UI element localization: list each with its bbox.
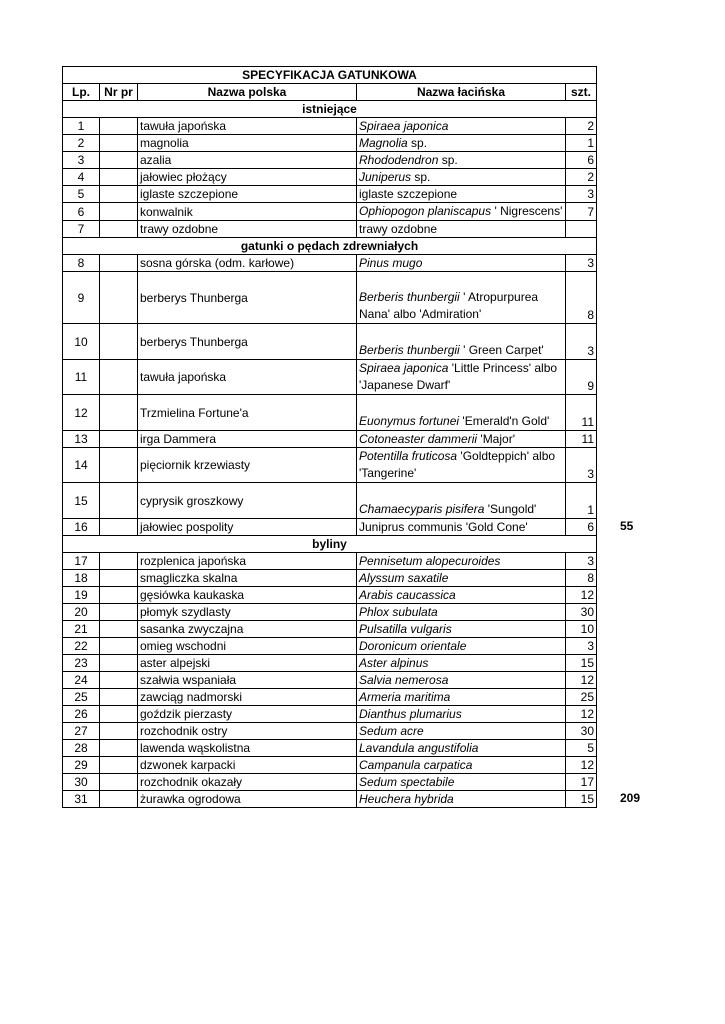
- cell-qty: 3: [566, 553, 597, 570]
- species-table: [62, 66, 597, 808]
- latin-cultivar: trawy ozdobne: [359, 222, 438, 236]
- cell-qty: 25: [566, 689, 597, 706]
- cell-latin-name: [357, 360, 566, 395]
- section-row: [63, 238, 597, 255]
- cell-latin-name: [357, 255, 566, 272]
- cell-lp: 4: [63, 169, 100, 186]
- latin-cultivar: ' Atropurpurea Nana' albo 'Admiration': [359, 290, 539, 321]
- cell-polish-name: sosna górska (odm. karłowe): [138, 255, 357, 272]
- section-label: byliny: [63, 536, 597, 553]
- cell-polish-name: konwalnik: [138, 203, 357, 221]
- cell-latin-name: [357, 118, 566, 135]
- cell-latin-name: [357, 395, 566, 431]
- table-title: SPECYFIKACJA GATUNKOWA: [63, 67, 597, 84]
- cell-nr: [100, 395, 138, 431]
- cell-latin-name: [357, 553, 566, 570]
- table-row: [63, 324, 597, 360]
- table-row: [63, 655, 597, 672]
- table-row: [63, 723, 597, 740]
- cell-nr: [100, 757, 138, 774]
- cell-qty: 3: [566, 448, 597, 483]
- cell-lp: 22: [63, 638, 100, 655]
- cell-qty: 1: [566, 135, 597, 152]
- table-row: [63, 272, 597, 324]
- cell-polish-name: jałowiec pospolity: [138, 519, 357, 536]
- cell-qty: 6: [566, 152, 597, 169]
- cell-latin-name: [357, 570, 566, 587]
- latin-genus-species: Pennisetum alopecuroides: [359, 554, 501, 568]
- cell-nr: [100, 221, 138, 238]
- header-polish-name: Nazwa polska: [138, 84, 357, 101]
- latin-genus-species: Euonymus fortunei: [359, 414, 460, 428]
- latin-genus-species: Dianthus plumarius: [359, 707, 462, 721]
- cell-lp: 5: [63, 186, 100, 203]
- cell-latin-name: [357, 672, 566, 689]
- cell-lp: 25: [63, 689, 100, 706]
- table-row: [63, 706, 597, 723]
- cell-nr: [100, 135, 138, 152]
- cell-latin-name: [357, 203, 566, 221]
- cell-qty: 17: [566, 774, 597, 791]
- cell-lp: 24: [63, 672, 100, 689]
- latin-genus-species: Spiraea japonica: [359, 119, 449, 133]
- cell-latin-name: [357, 483, 566, 519]
- cell-lp: 6: [63, 203, 100, 221]
- cell-nr: [100, 431, 138, 448]
- cell-qty: 2: [566, 118, 597, 135]
- latin-cultivar: ' Green Carpet': [459, 343, 544, 357]
- cell-nr: [100, 519, 138, 536]
- cell-latin-name: [357, 221, 566, 238]
- latin-genus-species: Berberis thunbergii: [359, 343, 460, 357]
- cell-polish-name: smagliczka skalna: [138, 570, 357, 587]
- cell-latin-name: [357, 791, 566, 808]
- latin-genus-species: Phlox subulata: [359, 605, 438, 619]
- cell-latin-name: [357, 587, 566, 604]
- cell-nr: [100, 774, 138, 791]
- cell-polish-name: iglaste szczepione: [138, 186, 357, 203]
- cell-lp: 14: [63, 448, 100, 483]
- cell-nr: [100, 448, 138, 483]
- cell-polish-name: berberys Thunberga: [138, 272, 357, 324]
- table-row: [63, 152, 597, 169]
- latin-cultivar: 'Emerald'n Gold': [459, 414, 550, 428]
- cell-nr: [100, 169, 138, 186]
- latin-genus-species: Campanula carpatica: [359, 758, 473, 772]
- cell-lp: 26: [63, 706, 100, 723]
- table-row: [63, 570, 597, 587]
- cell-lp: 2: [63, 135, 100, 152]
- cell-qty: 6: [566, 519, 597, 536]
- table-row: [63, 672, 597, 689]
- cell-lp: 20: [63, 604, 100, 621]
- latin-cultivar: iglaste szczepione: [359, 187, 458, 201]
- table-row: [63, 221, 597, 238]
- cell-nr: [100, 587, 138, 604]
- cell-qty: 5: [566, 740, 597, 757]
- cell-qty: 1: [566, 483, 597, 519]
- section-label: istniejące: [63, 101, 597, 118]
- cell-polish-name: dzwonek karpacki: [138, 757, 357, 774]
- cell-polish-name: trawy ozdobne: [138, 221, 357, 238]
- table-row: [63, 135, 597, 152]
- cell-latin-name: [357, 706, 566, 723]
- header-latin-name: Nazwa łacińska: [357, 84, 566, 101]
- cell-lp: 23: [63, 655, 100, 672]
- cell-lp: 13: [63, 431, 100, 448]
- table-row: [63, 587, 597, 604]
- latin-cultivar: 'Goldteppich' albo 'Tangerine': [359, 449, 556, 480]
- cell-lp: 31: [63, 791, 100, 808]
- cell-qty: 3: [566, 186, 597, 203]
- cell-nr: [100, 689, 138, 706]
- table-title-row: [63, 67, 597, 84]
- cell-lp: 8: [63, 255, 100, 272]
- cell-nr: [100, 553, 138, 570]
- cell-polish-name: rozchodnik okazały: [138, 774, 357, 791]
- cell-qty: 12: [566, 587, 597, 604]
- latin-genus-species: Arabis caucassica: [359, 588, 456, 602]
- cell-latin-name: [357, 448, 566, 483]
- latin-genus-species: Sedum acre: [359, 724, 424, 738]
- cell-latin-name: [357, 638, 566, 655]
- table-row: [63, 448, 597, 483]
- latin-cultivar: sp.: [411, 170, 431, 184]
- latin-genus-species: Pinus mugo: [359, 256, 423, 270]
- latin-cultivar: 'Major': [477, 432, 515, 446]
- cell-latin-name: [357, 621, 566, 638]
- latin-genus-species: Rhododendron: [359, 153, 439, 167]
- cell-lp: 7: [63, 221, 100, 238]
- cell-qty: 12: [566, 706, 597, 723]
- cell-polish-name: tawuła japońska: [138, 360, 357, 395]
- cell-qty: 3: [566, 324, 597, 360]
- cell-nr: [100, 186, 138, 203]
- cell-latin-name: [357, 135, 566, 152]
- cell-polish-name: żurawka ogrodowa: [138, 791, 357, 808]
- latin-genus-species: Pulsatilla vulgaris: [359, 622, 452, 636]
- cell-latin-name: [357, 774, 566, 791]
- cell-lp: 16: [63, 519, 100, 536]
- cell-latin-name: [357, 272, 566, 324]
- cell-polish-name: berberys Thunberga: [138, 324, 357, 360]
- latin-cultivar: ' Nigrescens': [491, 204, 563, 218]
- cell-qty: 12: [566, 757, 597, 774]
- latin-genus-species: Salvia nemerosa: [359, 673, 449, 687]
- cell-latin-name: [357, 655, 566, 672]
- cell-polish-name: gęsiówka kaukaska: [138, 587, 357, 604]
- latin-genus-species: Heuchera hybrida: [359, 792, 454, 806]
- cell-polish-name: jałowiec płożący: [138, 169, 357, 186]
- cell-latin-name: [357, 169, 566, 186]
- cell-qty: 15: [566, 655, 597, 672]
- cell-qty: 11: [566, 431, 597, 448]
- cell-qty: 2: [566, 169, 597, 186]
- table-row: [63, 553, 597, 570]
- latin-cultivar: 'Little Princess' albo 'Japanese Dwarf': [359, 361, 558, 392]
- cell-qty: 15: [566, 791, 597, 808]
- cell-nr: [100, 272, 138, 324]
- cell-qty: 30: [566, 604, 597, 621]
- latin-genus-species: Chamaecyparis pisifera: [359, 502, 485, 516]
- table-row: [63, 774, 597, 791]
- cell-nr: [100, 118, 138, 135]
- section-row: [63, 101, 597, 118]
- latin-genus-species: Sedum spectabile: [359, 775, 455, 789]
- latin-genus-species: Cotoneaster dammerii: [359, 432, 478, 446]
- cell-qty: 8: [566, 272, 597, 324]
- section-total: 55: [620, 519, 634, 533]
- cell-lp: 21: [63, 621, 100, 638]
- cell-polish-name: szałwia wspaniała: [138, 672, 357, 689]
- cell-polish-name: sasanka zwyczajna: [138, 621, 357, 638]
- table-header-row: [63, 84, 597, 101]
- cell-lp: 30: [63, 774, 100, 791]
- cell-latin-name: [357, 431, 566, 448]
- cell-polish-name: tawuła japońska: [138, 118, 357, 135]
- cell-nr: [100, 203, 138, 221]
- cell-lp: 28: [63, 740, 100, 757]
- cell-nr: [100, 360, 138, 395]
- latin-genus-species: Berberis thunbergii: [359, 290, 460, 304]
- cell-lp: 1: [63, 118, 100, 135]
- section-label: gatunki o pędach zdrewniałych: [63, 238, 597, 255]
- cell-polish-name: azalia: [138, 152, 357, 169]
- table-row: [63, 186, 597, 203]
- cell-qty: 30: [566, 723, 597, 740]
- cell-polish-name: magnolia: [138, 135, 357, 152]
- header-nr: Nr pr: [100, 84, 138, 101]
- cell-latin-name: [357, 689, 566, 706]
- latin-genus-species: Lavandula angustifolia: [359, 741, 479, 755]
- table-row: [63, 118, 597, 135]
- cell-polish-name: cyprysik groszkowy: [138, 483, 357, 519]
- table-row: [63, 360, 597, 395]
- table-row: [63, 638, 597, 655]
- cell-nr: [100, 655, 138, 672]
- section-total: 209: [620, 791, 641, 805]
- cell-nr: [100, 621, 138, 638]
- cell-nr: [100, 604, 138, 621]
- cell-nr: [100, 723, 138, 740]
- cell-latin-name: [357, 519, 566, 536]
- header-qty: szt.: [566, 84, 597, 101]
- cell-qty: 3: [566, 638, 597, 655]
- latin-genus-species: Ophiopogon planiscapus: [359, 204, 492, 218]
- cell-polish-name: rozplenica japońska: [138, 553, 357, 570]
- cell-lp: 19: [63, 587, 100, 604]
- cell-lp: 3: [63, 152, 100, 169]
- cell-polish-name: zawciąg nadmorski: [138, 689, 357, 706]
- cell-polish-name: aster alpejski: [138, 655, 357, 672]
- latin-cultivar: sp.: [407, 136, 428, 150]
- table-row: [63, 604, 597, 621]
- table-row: [63, 431, 597, 448]
- cell-qty: 8: [566, 570, 597, 587]
- cell-lp: 15: [63, 483, 100, 519]
- cell-polish-name: pięciornik krzewiasty: [138, 448, 357, 483]
- cell-polish-name: irga Dammera: [138, 431, 357, 448]
- table-row: [63, 255, 597, 272]
- cell-lp: 27: [63, 723, 100, 740]
- header-lp: Lp.: [63, 84, 100, 101]
- cell-qty: 11: [566, 395, 597, 431]
- cell-nr: [100, 324, 138, 360]
- table-row: [63, 519, 597, 536]
- cell-lp: 17: [63, 553, 100, 570]
- latin-genus-species: Aster alpinus: [359, 656, 429, 670]
- latin-genus-species: Juniperus: [359, 170, 412, 184]
- cell-lp: 9: [63, 272, 100, 324]
- cell-lp: 12: [63, 395, 100, 431]
- latin-genus-species: Potentilla fruticosa: [359, 449, 458, 463]
- latin-genus-species: Alyssum saxatile: [359, 571, 449, 585]
- cell-latin-name: [357, 324, 566, 360]
- cell-nr: [100, 672, 138, 689]
- latin-genus-species: Spiraea japonica: [359, 361, 449, 375]
- cell-latin-name: [357, 152, 566, 169]
- cell-lp: 10: [63, 324, 100, 360]
- cell-qty: 9: [566, 360, 597, 395]
- cell-nr: [100, 706, 138, 723]
- cell-qty: [566, 221, 597, 238]
- cell-polish-name: lawenda wąskolistna: [138, 740, 357, 757]
- table-row: [63, 169, 597, 186]
- cell-qty: 10: [566, 621, 597, 638]
- cell-lp: 11: [63, 360, 100, 395]
- table-row: [63, 203, 597, 221]
- cell-latin-name: [357, 740, 566, 757]
- cell-nr: [100, 740, 138, 757]
- cell-polish-name: Trzmielina Fortune'a: [138, 395, 357, 431]
- cell-latin-name: [357, 723, 566, 740]
- cell-nr: [100, 638, 138, 655]
- cell-qty: 7: [566, 203, 597, 221]
- table-row: [63, 740, 597, 757]
- table-row: [63, 757, 597, 774]
- cell-polish-name: płomyk szydlasty: [138, 604, 357, 621]
- latin-genus-species: Magnolia: [359, 136, 408, 150]
- table-row: [63, 395, 597, 431]
- cell-polish-name: omieg wschodni: [138, 638, 357, 655]
- cell-latin-name: [357, 757, 566, 774]
- latin-cultivar: 'Sungold': [484, 502, 537, 516]
- cell-nr: [100, 483, 138, 519]
- cell-latin-name: [357, 186, 566, 203]
- cell-polish-name: goździk pierzasty: [138, 706, 357, 723]
- cell-lp: 29: [63, 757, 100, 774]
- cell-nr: [100, 152, 138, 169]
- table-row: [63, 689, 597, 706]
- latin-cultivar: Juniprus communis 'Gold Cone': [359, 520, 528, 534]
- latin-cultivar: sp.: [438, 153, 458, 167]
- table-row: [63, 621, 597, 638]
- latin-genus-species: Doronicum orientale: [359, 639, 467, 653]
- cell-qty: 3: [566, 255, 597, 272]
- cell-latin-name: [357, 604, 566, 621]
- cell-nr: [100, 570, 138, 587]
- section-row: [63, 536, 597, 553]
- cell-qty: 12: [566, 672, 597, 689]
- table-row: [63, 483, 597, 519]
- cell-lp: 18: [63, 570, 100, 587]
- table-row: [63, 791, 597, 808]
- latin-genus-species: Armeria maritima: [359, 690, 451, 704]
- cell-polish-name: rozchodnik ostry: [138, 723, 357, 740]
- cell-nr: [100, 255, 138, 272]
- cell-nr: [100, 791, 138, 808]
